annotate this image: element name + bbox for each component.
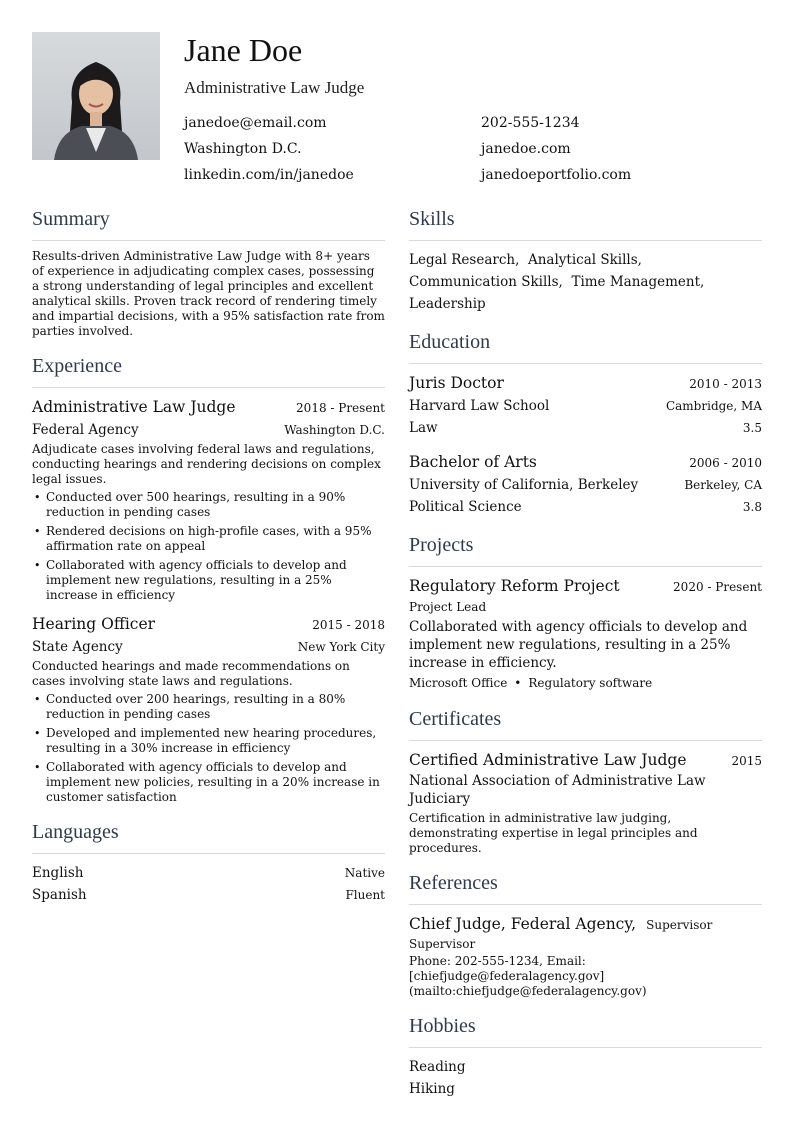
language-row — [32, 862, 385, 884]
certificates-section — [409, 706, 762, 856]
candidate-name: Jane Doe — [184, 32, 303, 68]
education-heading: Education — [409, 329, 762, 364]
skills-list — [409, 249, 762, 315]
hobbies-section — [409, 1013, 762, 1100]
education-field: Law — [409, 420, 438, 436]
experience-bullet: • Developed and implemented new hearing procedures, resulting in a 30% increase in efficiency — [32, 726, 385, 756]
experience-bullet: • Conducted over 500 hearings, resulting in a 90% reduction in pending cases — [32, 490, 385, 520]
summary-section — [32, 206, 385, 339]
project-role: Project Lead — [409, 600, 487, 614]
education-field: Political Science — [409, 499, 522, 515]
project-dates: 2020 - Present — [673, 580, 762, 594]
language-name: English — [32, 865, 84, 881]
contact-email[interactable]: janedoe@email.com — [184, 115, 327, 131]
summary-heading: Summary — [32, 206, 385, 241]
project-description: Collaborated with agency officials to develop and implement new regulations, resulting in a 25% increase in efficiency. — [409, 619, 748, 671]
experience-description: Conducted hearings and made recommendations on cases involving state laws and regulations. — [32, 659, 350, 688]
experience-org: Federal Agency — [32, 422, 139, 438]
languages-section — [32, 819, 385, 906]
experience-dates: 2015 - 2018 — [312, 618, 385, 632]
education-dates: 2006 - 2010 — [689, 456, 762, 470]
experience-bullet: • Collaborated with agency officials to develop and implement new policies, resulting in a 20% increase in customer satisfaction — [32, 760, 385, 805]
education-location: Cambridge, MA — [665, 399, 762, 413]
language-name: Spanish — [32, 887, 87, 903]
summary-text: Results-driven Administrative Law Judge with 8+ years of experience in adjudicating complex cases, possessing a strong understanding of legal principles and excellent analytical skills. Proven track record of rendering timely and impartial decisions, with a 95% satisfaction rate from parties involved. — [32, 249, 385, 338]
references-section — [409, 870, 762, 999]
certificate-description: Certification in administrative law judging, demonstrating expertise in legal principles and procedures. — [409, 811, 698, 855]
project-tool: Microsoft Office — [409, 676, 508, 690]
experience-section — [32, 353, 385, 805]
education-section — [409, 329, 762, 518]
contact-linkedin[interactable]: linkedin.com/in/janedoe — [184, 167, 354, 183]
experience-org: State Agency — [32, 639, 123, 655]
language-row — [32, 884, 385, 906]
experience-item — [32, 613, 385, 805]
education-item — [409, 451, 762, 518]
skill-item: Leadership — [409, 296, 486, 312]
experience-bullet: • Conducted over 200 hearings, resulting in a 80% reduction in pending cases — [32, 692, 385, 722]
certificate-name: Certified Administrative Law Judge — [409, 751, 687, 769]
experience-dates: 2018 - Present — [296, 401, 385, 415]
education-gpa: 3.5 — [742, 421, 762, 435]
experience-title: Hearing Officer — [32, 615, 156, 633]
language-level: Native — [344, 866, 385, 880]
reference-name: Chief Judge, Federal Agency, — [409, 915, 636, 933]
education-dates: 2010 - 2013 — [689, 377, 762, 391]
experience-bullets — [32, 490, 385, 603]
projects-heading: Projects — [409, 532, 762, 567]
contact-portfolio[interactable]: janedoeportfolio.com — [481, 167, 632, 183]
experience-bullet: • Rendered decisions on high-profile cases, with a 95% affirmation rate on appeal — [32, 524, 385, 554]
experience-location: Washington D.C. — [284, 423, 385, 437]
experience-heading: Experience — [32, 353, 385, 388]
right-column — [409, 206, 762, 1114]
reference-contact[interactable]: Phone: 202-555-1234, Email: [chiefjudge@federalagency.gov](mailto:chiefjudge@federalagency.gov) — [409, 954, 647, 998]
skills-heading: Skills — [409, 206, 762, 241]
education-item — [409, 372, 762, 439]
hobby-item: Hiking — [409, 1081, 455, 1097]
skills-section — [409, 206, 762, 315]
left-column — [32, 206, 385, 920]
experience-bullet: • Collaborated with agency officials to develop and implement new regulations, resulting in a 25% increase in efficiency — [32, 558, 385, 603]
reference-relation: Supervisor — [409, 937, 476, 951]
experience-location: New York City — [297, 640, 385, 654]
education-gpa: 3.8 — [742, 500, 762, 514]
references-heading: References — [409, 870, 762, 905]
separator-dot: • — [514, 676, 522, 690]
contact-website[interactable]: janedoe.com — [481, 141, 571, 157]
candidate-title: Administrative Law Judge — [184, 78, 365, 97]
experience-title: Administrative Law Judge — [32, 398, 236, 416]
skill-item: Legal Research, — [409, 252, 520, 268]
experience-item — [32, 396, 385, 603]
profile-photo — [32, 32, 160, 160]
project-tool: Regulatory software — [528, 676, 653, 690]
experience-description: Adjudicate cases involving federal laws and regulations, conducting hearings and rendering decisions on complex legal issues. — [32, 442, 381, 486]
projects-section — [409, 532, 762, 692]
project-name: Regulatory Reform Project — [409, 577, 620, 595]
language-level: Fluent — [345, 888, 385, 902]
languages-heading: Languages — [32, 819, 385, 854]
reference-relation-inline: Supervisor — [646, 918, 713, 932]
certificate-year: 2015 — [731, 754, 762, 768]
contact-phone: 202-555-1234 — [481, 115, 580, 131]
education-school: University of California, Berkeley — [409, 477, 639, 493]
certificate-issuer: National Association of Administrative Law Judiciary — [409, 773, 706, 807]
contact-location: Washington D.C. — [184, 141, 302, 157]
skill-item: Time Management, — [571, 274, 705, 290]
education-school: Harvard Law School — [409, 398, 550, 414]
education-location: Berkeley, CA — [684, 478, 762, 492]
certificates-heading: Certificates — [409, 706, 762, 741]
hobby-item: Reading — [409, 1059, 466, 1075]
education-degree: Juris Doctor — [409, 374, 504, 392]
project-tools — [409, 674, 762, 692]
skill-item: Analytical Skills, — [527, 252, 642, 268]
education-degree: Bachelor of Arts — [409, 453, 537, 471]
hobbies-heading: Hobbies — [409, 1013, 762, 1048]
skill-item: Communication Skills, — [409, 274, 563, 290]
experience-bullets — [32, 692, 385, 805]
